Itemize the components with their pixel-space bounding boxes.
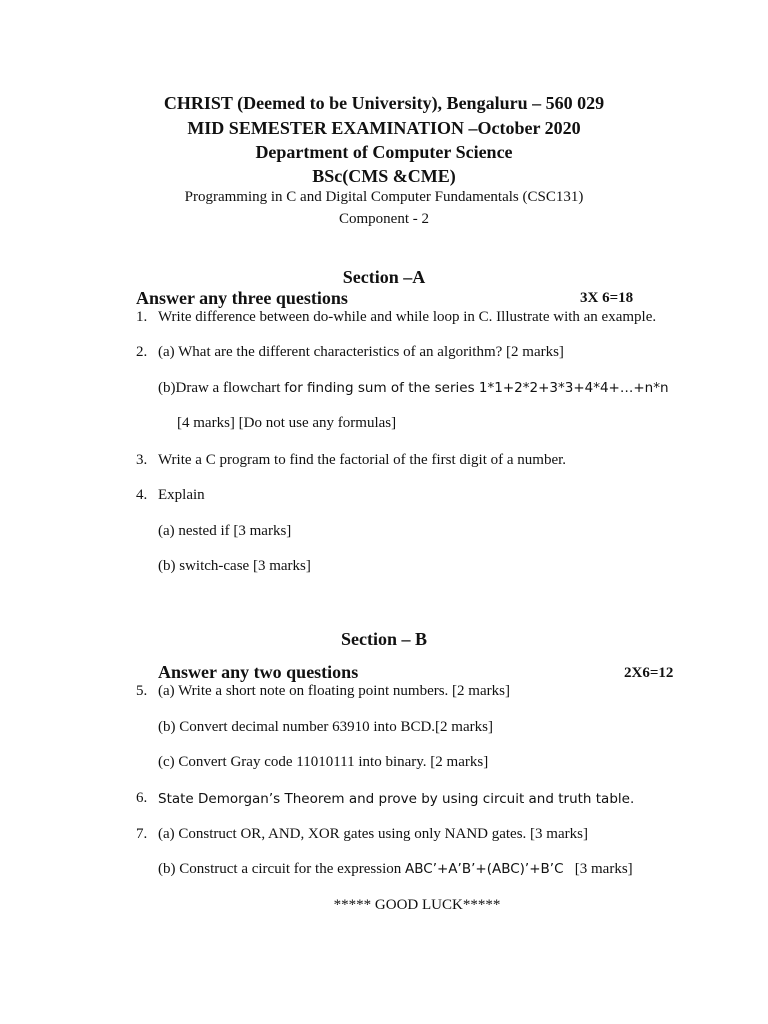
section-a-instruction: Answer any three questions [136, 288, 348, 308]
component-label: Component - 2 [339, 211, 429, 227]
section-b-title: Section – B [340, 629, 427, 649]
question-part-b: (b) switch-case [3 marks] [158, 558, 311, 574]
question-part-b-prefix: (b)Draw a flowchart [158, 380, 285, 396]
question-text: Write a C program to find the factorial of the first digit of a number. [158, 452, 567, 468]
section-b-instruction: Answer any two questions [158, 662, 359, 682]
question-part-b: (b) Convert decimal number 63910 into BCD.[2 marks] [158, 719, 493, 735]
university-title: CHRIST (Deemed to be University), Bengaluru – 560 029 [163, 93, 605, 113]
question-number: 7. [136, 826, 148, 842]
question-part-b [158, 861, 633, 878]
question-part-b [158, 380, 669, 397]
question-text: (a) Write a short note on floating point numbers. [2 marks] [158, 683, 510, 699]
question-number: 1. [136, 309, 148, 325]
question-part-b-expression: ABC’+A’B’+(ABC)’+B’C [405, 861, 564, 877]
exam-title: MID SEMESTER EXAMINATION –October 2020 [187, 118, 581, 138]
question-number: 3. [136, 452, 148, 468]
question-part-b-series: for finding sum of the series 1*1+2*2+3*3+4*4+…+n*n [284, 380, 669, 396]
question-part-b-marks: [4 marks] [Do not use any formulas] [177, 415, 397, 431]
question-part-a: (a) nested if [3 marks] [158, 523, 292, 539]
department-title: Department of Computer Science [255, 142, 513, 162]
question-part-c: (c) Convert Gray code 11010111 into binary. [2 marks] [158, 754, 489, 770]
question-number: 2. [136, 344, 148, 360]
section-a-title: Section –A [342, 267, 426, 287]
question-text: Write difference between do-while and while loop in C. Illustrate with an example. [158, 309, 657, 325]
question-number: 6. [136, 790, 148, 806]
question-text: Explain [158, 487, 205, 503]
question-number: 4. [136, 487, 148, 503]
course-title: Programming in C and Digital Computer Fundamentals (CSC131) [184, 189, 584, 205]
section-a-marks: 3X 6=18 [580, 290, 634, 306]
question-text: (a) What are the different characteristics of an algorithm? [2 marks] [158, 344, 564, 360]
question-text: State Demorgan’s Theorem and prove by using circuit and truth table. [158, 791, 635, 807]
question-text: (a) Construct OR, AND, XOR gates using only NAND gates. [3 marks] [158, 826, 588, 842]
section-b-marks: 2X6=12 [624, 665, 674, 681]
question-part-b-marks: [3 marks] [563, 861, 633, 877]
question-part-b-prefix: (b) Construct a circuit for the expression [158, 861, 406, 877]
footer-good-luck: ***** GOOD LUCK***** [333, 897, 501, 913]
programme-title: BSc(CMS &CME) [312, 166, 456, 186]
question-number: 5. [136, 683, 148, 699]
